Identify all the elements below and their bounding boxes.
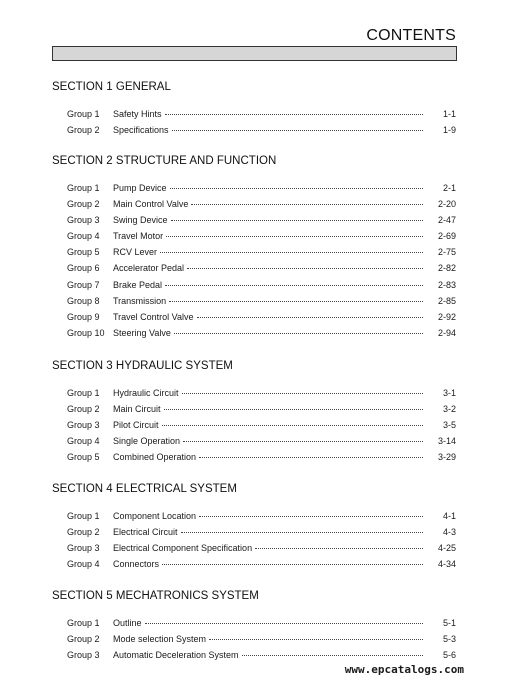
toc-entry[interactable] (67, 556, 456, 572)
toc-entry[interactable] (67, 325, 456, 341)
dot-leader (162, 425, 423, 426)
toc-entry[interactable] (67, 433, 456, 449)
group-label: Group 3 (67, 543, 100, 554)
toc-entry[interactable] (67, 106, 456, 122)
dot-leader (165, 114, 423, 115)
page-number: 4-3 (442, 527, 456, 538)
dot-leader (145, 623, 423, 624)
page-number: 2-94 (437, 327, 456, 338)
page-number: 4-34 (437, 559, 456, 570)
toc-entry[interactable] (67, 385, 456, 401)
page-title: CONTENTS (366, 27, 456, 44)
entry-title: Main Control Valve (113, 199, 189, 210)
toc-entry[interactable] (67, 180, 456, 196)
section-3 (52, 359, 456, 465)
toc-entry[interactable] (67, 401, 456, 417)
dot-leader (164, 409, 423, 410)
page-number: 3-5 (442, 420, 456, 431)
toc-entry[interactable] (67, 615, 456, 631)
dot-leader (187, 268, 423, 269)
group-label: Group 4 (67, 559, 100, 570)
toc-entry[interactable] (67, 449, 456, 465)
page-number: 2-20 (437, 199, 456, 210)
dot-leader (169, 301, 423, 302)
group-label: Group 10 (67, 327, 105, 338)
entry-title: Transmission (113, 295, 167, 306)
group-label: Group 1 (67, 511, 100, 521)
dot-leader (209, 639, 423, 640)
entry-title: Travel Motor (113, 231, 164, 242)
toc-entry[interactable] (67, 293, 456, 309)
dot-leader (191, 204, 423, 205)
dot-leader (174, 333, 423, 334)
dot-leader (242, 655, 423, 656)
toc-entry[interactable] (67, 244, 456, 260)
group-label: Group 2 (67, 404, 100, 415)
group-label: Group 5 (67, 247, 100, 258)
toc-entry[interactable] (67, 647, 456, 663)
section-5 (52, 589, 456, 663)
page-number: 2-82 (437, 263, 456, 274)
toc-entry[interactable] (67, 540, 456, 556)
toc-entry[interactable] (67, 508, 456, 524)
page-number: 5-1 (442, 618, 456, 628)
page-number: 5-3 (442, 634, 456, 645)
page-number: 2-75 (437, 247, 456, 258)
dot-leader (182, 393, 423, 394)
dot-leader (172, 130, 423, 131)
entry-title: Specifications (113, 125, 169, 136)
group-label: Group 6 (67, 263, 100, 274)
entry-title: Automatic Deceleration System (113, 650, 239, 661)
entry-title: Connectors (113, 559, 160, 570)
entry-title: Accelerator Pedal (113, 263, 185, 274)
section-heading: SECTION 4 ELECTRICAL SYSTEM (52, 483, 237, 495)
group-label: Group 8 (67, 295, 100, 306)
group-label: Group 4 (67, 436, 100, 447)
dot-leader (181, 532, 423, 533)
toc-entry[interactable] (67, 212, 456, 228)
page-number: 3-14 (437, 436, 456, 447)
entry-title: Safety Hints (113, 109, 162, 119)
entry-title: Mode selection System (113, 634, 207, 645)
toc-entry[interactable] (67, 309, 456, 325)
entry-title: RCV Lever (113, 247, 158, 258)
page-number: 2-1 (442, 183, 456, 193)
page-number: 1-9 (442, 125, 456, 136)
page-number: 5-6 (442, 650, 456, 661)
entry-title: Steering Valve (113, 327, 171, 338)
group-label: Group 2 (67, 199, 100, 210)
title-bar (52, 46, 457, 61)
toc-entry[interactable] (67, 524, 456, 540)
entry-title: Travel Control Valve (113, 311, 194, 322)
page-number: 3-2 (442, 404, 456, 415)
dot-leader (171, 220, 423, 221)
group-label: Group 7 (67, 279, 100, 290)
toc-entry[interactable] (67, 228, 456, 244)
entry-title: Brake Pedal (113, 279, 163, 290)
dot-leader (183, 441, 423, 442)
group-label: Group 3 (67, 650, 100, 661)
dot-leader (166, 236, 423, 237)
dot-leader (165, 285, 423, 286)
group-label: Group 3 (67, 420, 100, 431)
group-label: Group 2 (67, 125, 100, 136)
page-number: 2-47 (437, 215, 456, 226)
toc-entry[interactable] (67, 417, 456, 433)
page-number: 4-1 (442, 511, 456, 521)
group-label: Group 2 (67, 634, 100, 645)
entry-title: Pilot Circuit (113, 420, 159, 431)
section-heading: SECTION 5 MECHATRONICS SYSTEM (52, 590, 259, 602)
section-2 (52, 154, 456, 341)
watermark: www.epcatalogs.com (344, 663, 464, 676)
section-heading: SECTION 2 STRUCTURE AND FUNCTION (52, 155, 277, 167)
toc-entry[interactable] (67, 196, 456, 212)
page-number: 2-83 (437, 279, 456, 290)
group-label: Group 5 (67, 452, 100, 463)
page-number: 4-25 (437, 543, 456, 554)
section-heading: SECTION 3 HYDRAULIC SYSTEM (52, 360, 233, 372)
toc-entry[interactable] (67, 631, 456, 647)
entry-title: Outline (113, 618, 142, 628)
dot-leader (162, 564, 423, 565)
entry-title: Main Circuit (113, 404, 161, 415)
dot-leader (170, 188, 423, 189)
page-number: 3-29 (437, 452, 456, 463)
group-label: Group 3 (67, 215, 100, 226)
section-4 (52, 482, 456, 572)
dot-leader (160, 252, 423, 253)
entry-title: Pump Device (113, 183, 167, 193)
entry-title: Electrical Component Specification (113, 543, 253, 554)
group-label: Group 1 (67, 388, 100, 398)
entry-title: Single Operation (113, 436, 181, 447)
dot-leader (199, 516, 423, 517)
entry-title: Electrical Circuit (113, 527, 178, 538)
page-number: 2-92 (437, 311, 456, 322)
group-label: Group 1 (67, 109, 100, 119)
group-label: Group 2 (67, 527, 100, 538)
page-number: 1-1 (442, 109, 456, 119)
dot-leader (197, 317, 423, 318)
page-number: 2-69 (437, 231, 456, 242)
dot-leader (199, 457, 423, 458)
toc-entry[interactable] (67, 122, 456, 138)
entry-title: Combined Operation (113, 452, 197, 463)
toc-entry[interactable] (67, 260, 456, 276)
toc-entry[interactable] (67, 277, 456, 293)
group-label: Group 9 (67, 311, 100, 322)
group-label: Group 1 (67, 183, 100, 193)
dot-leader (255, 548, 423, 549)
section-1 (52, 80, 456, 138)
section-heading: SECTION 1 GENERAL (52, 81, 171, 93)
page-number: 2-85 (437, 295, 456, 306)
group-label: Group 4 (67, 231, 100, 242)
entry-title: Component Location (113, 511, 197, 521)
page-number: 3-1 (442, 388, 456, 398)
entry-title: Hydraulic Circuit (113, 388, 179, 398)
entry-title: Swing Device (113, 215, 168, 226)
group-label: Group 1 (67, 618, 100, 628)
